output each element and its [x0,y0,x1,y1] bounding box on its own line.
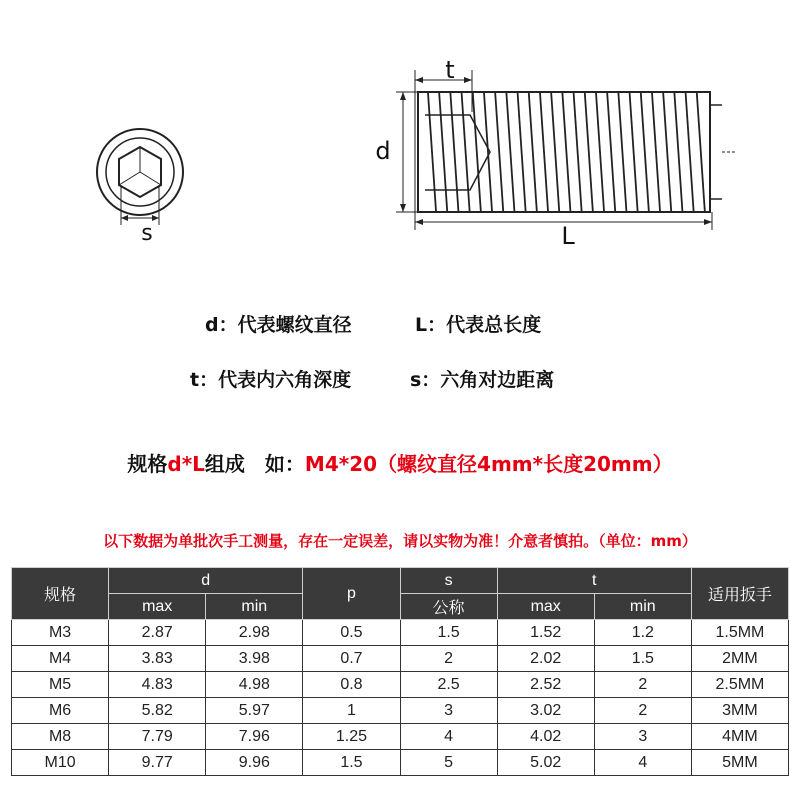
thread-line [529,93,537,211]
table-cell: 7.79 [109,724,206,750]
legend-s: s：六角对边距离 [410,369,555,391]
thread-line [439,93,447,211]
header-t: t [497,568,691,594]
table-cell: 7.96 [206,724,303,750]
table-cell: 5.02 [497,750,594,776]
table-row [12,620,789,646]
table-cell: 0.5 [303,620,400,646]
table-cell: 2MM [691,646,788,672]
thread-line [506,93,514,211]
table-cell: 5.97 [206,698,303,724]
thread-line [585,93,593,211]
table-cell: 3MM [691,698,788,724]
thread-line [518,93,526,211]
thread-line [652,93,660,211]
legend-t: t：代表内六角深度 [190,369,352,391]
table-cell: 0.7 [303,646,400,672]
table-cell: 1.5 [303,750,400,776]
legend-L: L：代表总长度 [415,314,542,336]
table-cell: 3.98 [206,646,303,672]
header-d-max: max [109,594,206,620]
thread-line [618,93,626,211]
thread-line [663,93,671,211]
header-s: s [400,568,497,594]
thread-line [450,93,458,211]
header-d: d [109,568,303,594]
end-view [97,129,183,225]
table-cell: 2.5 [400,672,497,698]
table-cell: 1.52 [497,620,594,646]
table-cell: 4 [594,750,691,776]
header-wrench: 适用扳手 [691,568,788,620]
thread-line [540,93,548,211]
spec-table [11,567,789,776]
thread-line [495,93,503,211]
table-cell: 4.98 [206,672,303,698]
table-cell: 4MM [691,724,788,750]
table-cell: 1.5MM [691,620,788,646]
label-t: t [445,56,455,84]
table-cell: 5.82 [109,698,206,724]
label-d: d [375,137,391,165]
thread-line [596,93,604,211]
table-cell: 9.96 [206,750,303,776]
thread-line [674,93,682,211]
spec-formula: d*L [167,452,205,476]
table-cell: 2 [594,672,691,698]
thread-line [574,93,582,211]
table-cell: M6 [12,698,109,724]
table-cell: 3 [400,698,497,724]
thread-line [686,93,694,211]
table-row [12,724,789,750]
spec-prefix: 规格 [127,452,168,476]
table-row [12,672,789,698]
spec-example: M4*20（螺纹直径4mm*长度20mm） [304,452,673,476]
side-view [396,70,735,230]
thread-line [551,93,559,211]
header-spec: 规格 [12,568,109,620]
table-cell: 0.8 [303,672,400,698]
table-cell: 3.83 [109,646,206,672]
table-cell: M3 [12,620,109,646]
thread-line [473,93,481,211]
table-cell: 5MM [691,750,788,776]
thread-line [428,93,436,211]
table-cell: 2 [594,698,691,724]
table-cell: 1.2 [594,620,691,646]
header-s-nominal: 公称 [400,594,497,620]
table-cell: 3 [594,724,691,750]
table-cell: 1.25 [303,724,400,750]
table-cell: 2.5MM [691,672,788,698]
table-cell: 1.5 [400,620,497,646]
table-cell: 4 [400,724,497,750]
table-cell: 5 [400,750,497,776]
header-p: p [303,568,400,620]
table-cell: M10 [12,750,109,776]
spec-line [0,448,800,477]
table-cell: 2.52 [497,672,594,698]
table-row [12,698,789,724]
table-cell: 2.02 [497,646,594,672]
label-s: s [141,221,153,246]
label-L: L [561,222,575,250]
table-cell: 1 [303,698,400,724]
table-cell: 9.77 [109,750,206,776]
table-row [12,646,789,672]
table-cell: 2.87 [109,620,206,646]
table-cell: 2.98 [206,620,303,646]
table-row [12,750,789,776]
set-screw-diagram [0,0,800,300]
header-d-min: min [206,594,303,620]
table-cell: 4.02 [497,724,594,750]
thread-line [697,93,705,211]
table-cell: 2 [400,646,497,672]
spec-suffix: 组成 如： [204,452,305,476]
table-cell: 1.5 [594,646,691,672]
thread-line [562,93,570,211]
table-cell: M8 [12,724,109,750]
thread-line [462,93,470,211]
thread-line [641,93,649,211]
legend-d: d：代表螺纹直径 [205,314,352,336]
table-cell: M5 [12,672,109,698]
table-cell: 4.83 [109,672,206,698]
table-cell: 3.02 [497,698,594,724]
header-t-min: min [594,594,691,620]
thread-line [630,93,638,211]
table-cell: M4 [12,646,109,672]
header-t-max: max [497,594,594,620]
measurement-notice: 以下数据为单批次手工测量，存在一定误差，请以实物为准！介意者慎拍。（单位：mm） [103,532,697,550]
thread-line [607,93,615,211]
